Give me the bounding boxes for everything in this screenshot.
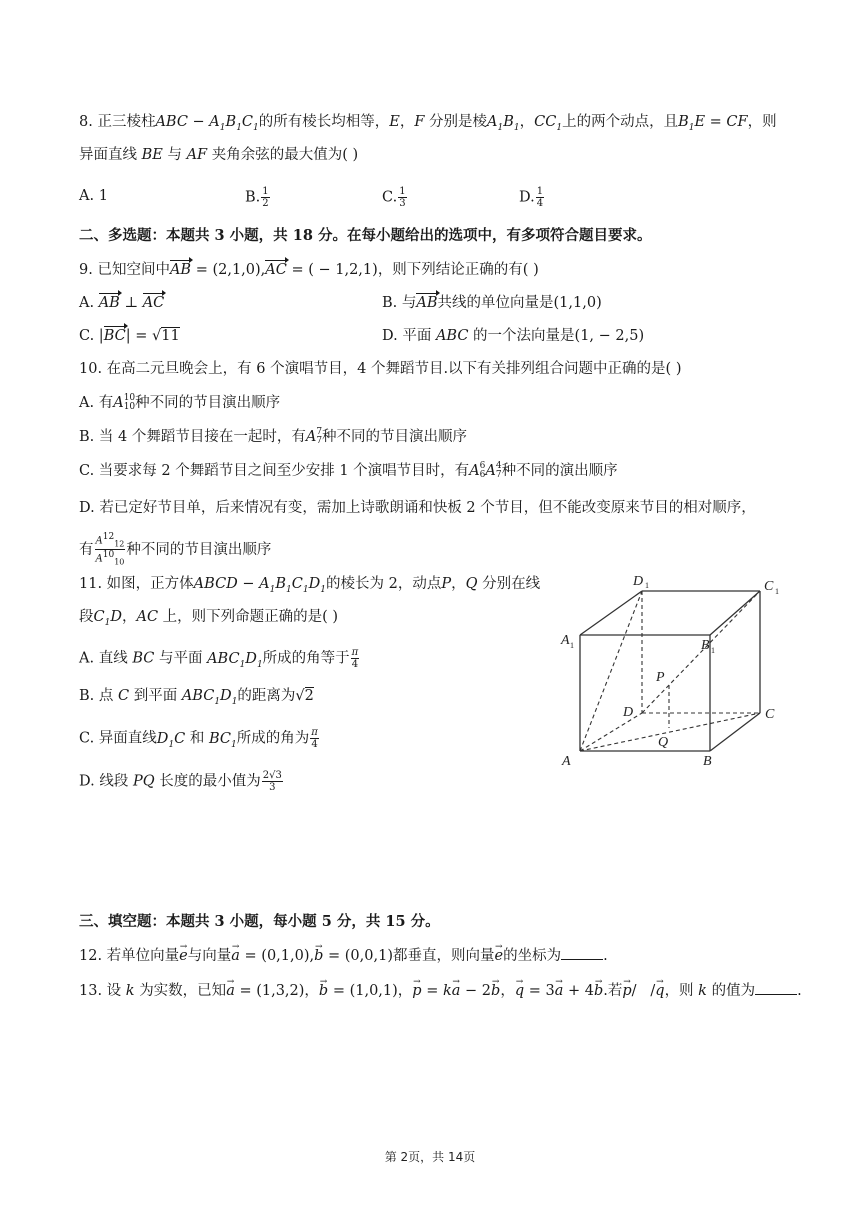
- label-B1-sub: 1: [711, 646, 715, 655]
- q11-stem-line1: 11. 如图，正方体ABCD − $A_1B_1C_1D_1$的棱长为 2，动点P，Q 分别在线: [79, 576, 541, 595]
- q8-text: 上的两个动点，且: [562, 114, 679, 130]
- q13-text: 13. 设: [79, 983, 122, 999]
- q10-option-d-line2: [79, 532, 271, 568]
- q10-stem: 10. 在高二元旦晚会上，有 6 个演唱节目，4 个舞蹈节目.以下有关排列组合问题中正确的是( ): [79, 361, 682, 377]
- q11-option-text: 与平面: [158, 650, 203, 667]
- q11-option-text: 的距离为: [237, 688, 296, 704]
- label-A: A: [562, 754, 571, 769]
- q10-option-text: 有: [79, 541, 94, 558]
- q8-var: $CC_1$: [534, 114, 563, 133]
- q12-stem: 12. 若单位向量→ e与向量→ a = (0,1,0),→ b = (0,0,1)都垂直，则向量→ e的坐标为 .: [79, 946, 608, 966]
- q12-text: 都垂直，则向量: [392, 948, 495, 964]
- q12-text: .: [603, 948, 608, 964]
- line-AD1: [580, 591, 642, 751]
- q10-option-text: 种不同的演出顺序: [501, 463, 618, 479]
- label-P: P: [656, 670, 665, 685]
- fraction: $\frac{2√3}{3}$: [262, 770, 282, 793]
- q12-text: 的坐标为: [503, 948, 562, 964]
- q11-option-text: 长度的最小值为: [159, 773, 261, 790]
- q8-stem-line1: [79, 112, 777, 138]
- edge-A1D1: [580, 591, 642, 635]
- q10-option-c: C. 当要求每 2 个舞蹈节目之间至少安排 1 个演唱节目时，有A 6 6 A 4 7 种不同的演出顺序: [79, 461, 618, 480]
- q9-vectors: AB = (2,1,0),AC = ( − 1,2,1): [169, 262, 378, 278]
- q11-option-label: A. 直线: [79, 650, 128, 667]
- q8-var: E: [389, 114, 400, 130]
- q11-option-label: D. 线段: [79, 773, 129, 790]
- q9-option-label: B. 与: [382, 295, 417, 311]
- q8-text: ，: [519, 114, 535, 130]
- q11-text: 的棱长为 2，动点: [325, 576, 442, 592]
- q11-option-label: C. 异面直线: [79, 730, 157, 747]
- fraction: $\frac{1}{3}$: [399, 186, 406, 209]
- q8-option-b: [245, 186, 271, 209]
- answer-blank[interactable]: [561, 947, 603, 960]
- label-B1: B: [701, 638, 710, 653]
- q11-text: 11. 如图，正方体: [79, 576, 194, 592]
- label-Q: Q: [658, 735, 669, 750]
- page-footer: 第 2页，共 14页: [384, 1150, 476, 1164]
- q8-option-b-label: B.: [245, 189, 261, 206]
- section2-title: 二、多选题：本题共 3 小题，共 18 分。在每小题给出的选项中，有多项符合题目要求。: [79, 227, 652, 244]
- label-D1-sub: 1: [645, 581, 649, 590]
- q11-option-c: C. 异面直线$D_1C$ 和 $BC_1$所成的角为 $\frac{\pi}{4}$: [79, 727, 318, 750]
- label-D: D: [623, 705, 634, 720]
- q8-prism: ABC − $A_1B_1C_1$: [155, 114, 259, 133]
- q11-option-text: 和: [189, 730, 205, 747]
- q9-text: ，则下列结论正确的有( ): [377, 262, 539, 278]
- q8-option-a-label: A. 1: [79, 188, 108, 204]
- q12-text: 与向量: [187, 948, 232, 964]
- line-AC: [580, 713, 760, 751]
- fraction: $\frac{1}{4}$: [536, 186, 544, 209]
- q11-option-a: A. 直线 BC 与平面 $ABC_1D_1$所成的角等于 $\frac{\pi}{4}$: [79, 647, 359, 670]
- fraction: $\frac{1}{2}$: [262, 186, 269, 209]
- q8-eq: $B_1E$ = CF: [678, 114, 748, 133]
- label-D1: D: [633, 574, 644, 589]
- q9-text: 9. 已知空间中: [79, 262, 170, 278]
- q10-option-label: C. 当要求每 2 个舞蹈节目之间至少安排 1 个演唱节目时，有: [79, 463, 470, 479]
- q13-text: .: [797, 983, 802, 999]
- q8-text: 异面直线: [79, 147, 137, 163]
- q10-option-text: 种不同的节目演出顺序: [126, 541, 272, 558]
- q13-text: ，则: [664, 983, 694, 999]
- q11-stem-line2: 段$C_1D$，AC 上，则下列命题正确的是( ): [79, 609, 339, 628]
- label-C1-sub: 1: [775, 587, 779, 596]
- q8-text: ，: [399, 114, 415, 130]
- q11-text: ，: [121, 609, 137, 625]
- q13-text: 的值为: [711, 983, 756, 999]
- q10-option-a: A. 有A 10 10 种不同的节目演出顺序: [79, 393, 281, 412]
- q9-option-text: 共线的单位向量是(1,1,0): [437, 295, 602, 311]
- q12-text: 12. 若单位向量: [79, 948, 180, 964]
- q8-option-c-label: C.: [382, 189, 398, 206]
- q9-option-c: C. |BC| = √11: [79, 328, 180, 344]
- q8-var: F: [414, 114, 425, 130]
- q11-text: ，: [451, 576, 466, 592]
- q8-text: 分别是棱: [429, 114, 488, 130]
- q9-stem: [79, 260, 539, 280]
- answer-blank[interactable]: [755, 982, 797, 995]
- q10-option-b: B. 当 4 个舞蹈节目接在一起时，有A 7 7 种不同的节目演出顺序: [79, 427, 468, 446]
- q8-var: BE: [141, 147, 163, 163]
- q11-text: 段: [79, 609, 94, 625]
- q9-option-label: D. 平面: [382, 328, 432, 344]
- q8-var: $A_1B_1$: [487, 114, 520, 133]
- q8-stem-line2: [79, 145, 358, 165]
- q13-text: 为实数，已知: [139, 983, 227, 999]
- label-A1: A: [561, 633, 570, 648]
- q8-text: ，则: [747, 114, 777, 130]
- q11-option-text: 所成的角等于: [262, 650, 350, 667]
- q10-option-label: A. 有: [79, 395, 114, 411]
- q8-option-d: [519, 186, 545, 209]
- q11-text: 分别在线: [482, 576, 541, 592]
- q11-option-text: 到平面: [133, 688, 178, 704]
- q11-option-b: B. 点 C 到平面 $ABC_1D_1$的距离为√2: [79, 688, 314, 707]
- q10-option-label: B. 当 4 个舞蹈节目接在一起时，有: [79, 429, 306, 445]
- q11-option-text: 所成的角为: [236, 730, 310, 747]
- label-C1: C: [764, 579, 774, 594]
- section3-title: 三、填空题：本题共 3 小题，每小题 5 分，共 15 分。: [79, 913, 440, 930]
- edge-B1C1: [710, 591, 760, 635]
- edge-BC: [710, 713, 760, 751]
- q11-text: 上，则下列命题正确的是( ): [162, 609, 339, 625]
- q9-option-text: 的一个法向量是(1, − 2,5): [473, 328, 645, 344]
- q8-option-a: [79, 186, 108, 206]
- q10-option-d-line1: D. 若已定好节目单，后来情况有变，需加上诗歌朗诵和快板 2 个节目，但不能改变原来节目的相对顺序，: [79, 500, 756, 516]
- q10-option-text: 种不同的节目演出顺序: [135, 395, 281, 411]
- q11-option-d: D. 线段 PQ 长度的最小值为 $\frac{2√3}{3}$: [79, 770, 282, 793]
- fraction: $\frac{\pi}{4}$: [351, 647, 359, 670]
- q9-option-a: A. AB ⊥ AC: [79, 295, 165, 311]
- fraction: $\frac{\pi}{4}$: [311, 727, 318, 750]
- q9-option-label: C.: [79, 328, 95, 344]
- label-C: C: [765, 707, 775, 722]
- q8-text: 的所有棱长均相等，: [258, 114, 390, 130]
- q10-option-text: 种不同的节目演出顺序: [322, 429, 468, 445]
- q8-option-d-label: D.: [519, 189, 535, 206]
- label-A1-sub: 1: [570, 641, 574, 650]
- q13-stem: 13. 设 k 为实数，已知→ a = (1,3,2)，→ b = (1,0,1)，→ p = k→ a − 2→ b，→ q = 3→ a + 4→ b.若→ p/ /→ q，则 k 的值为 .: [79, 981, 802, 1001]
- fraction: $\frac{A^{12}_{12}}{A^{10}_{10}}$: [95, 532, 125, 567]
- q8-text: 夹角余弦的最大值为( ): [211, 147, 359, 163]
- q9-option-label: A.: [79, 295, 95, 311]
- q8-var: AF: [186, 147, 208, 163]
- q9-option-b: B. 与AB共线的单位向量是(1,1,0): [382, 295, 602, 311]
- q8-option-c: [382, 186, 408, 209]
- label-B: B: [703, 754, 712, 769]
- q8-text: 8. 正三棱柱: [79, 114, 156, 130]
- q8-text: 与: [167, 147, 182, 163]
- cube-figure: [548, 568, 788, 773]
- q9-option-d: D. 平面 ABC 的一个法向量是(1, − 2,5): [382, 328, 645, 344]
- q11-option-label: B. 点: [79, 688, 114, 704]
